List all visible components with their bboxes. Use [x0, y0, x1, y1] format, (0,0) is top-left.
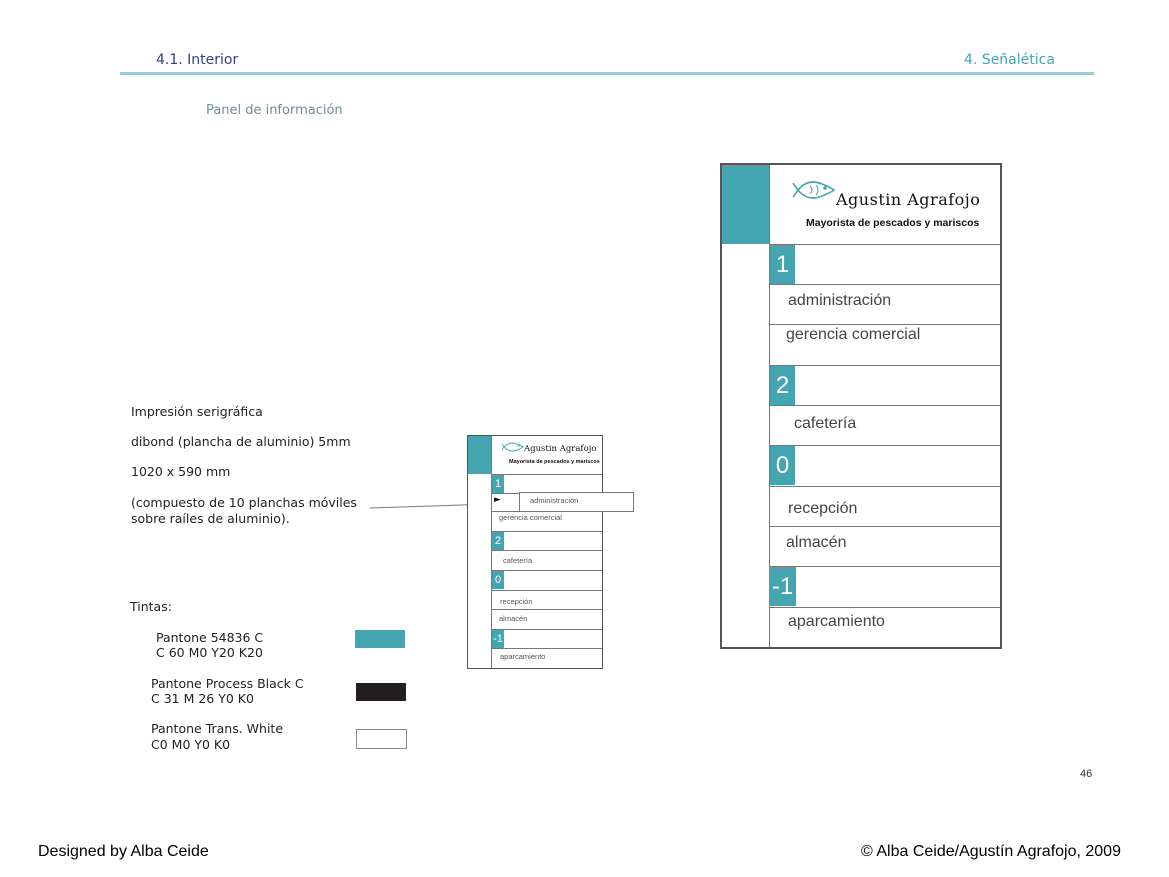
ink-name: Pantone Trans. White [151, 721, 284, 736]
panel-rule [491, 590, 602, 591]
spec-material: dibond (plancha de aluminio) 5mm [131, 434, 351, 449]
panel-rule [769, 405, 1000, 406]
page-subtitle: Panel de información [206, 103, 343, 118]
ink-cmyk: C 60 M0 Y20 K20 [156, 645, 263, 660]
ink-name: Pantone 54836 C [156, 630, 264, 645]
room-label: administración [788, 292, 892, 309]
brand-name-small: Agustin Agrafojo [524, 444, 597, 454]
header-rule [120, 72, 1094, 75]
panel-rule [491, 609, 602, 610]
ink-swatch-white [356, 729, 407, 749]
floor-number: 2 [492, 532, 504, 550]
floor-number: -1 [492, 630, 504, 648]
room-label: aparcamiento [500, 652, 546, 661]
footer-designer: Designed by Alba Ceide [38, 843, 209, 860]
floor-number: 0 [492, 571, 504, 589]
room-label: gerencia comercial [499, 513, 562, 522]
spec-composition-1: (compuesto de 10 planchas móviles [131, 495, 357, 510]
panel-rule [491, 531, 602, 532]
section-title: 4.1. Interior [156, 52, 239, 68]
panel-rule [769, 324, 1000, 325]
panel-rule [769, 284, 1000, 285]
panel-rule [491, 474, 602, 475]
brand-tagline-small: Mayorista de pescados y mariscos [509, 459, 600, 465]
spec-printing: Impresión serigráfica [131, 404, 263, 419]
room-label: almacén [499, 614, 528, 623]
panel-rule [769, 486, 1000, 487]
callout-plate [519, 492, 634, 512]
chapter-title: 4. Señalética [964, 52, 1055, 68]
brand-tagline: Mayorista de pescados y mariscos [806, 217, 980, 229]
arrow-icon: ► [494, 495, 501, 505]
ink-name: Pantone Process Black C [151, 676, 304, 691]
ink-swatch-teal [355, 630, 405, 648]
brand-name: Agustin Agrafojo [836, 190, 981, 209]
panel-rule [769, 445, 1000, 446]
info-panel-large [720, 163, 1002, 649]
panel-rule [769, 526, 1000, 527]
panel-rule [769, 566, 1000, 567]
room-label: gerencia comercial [786, 326, 921, 343]
spec-composition-2: sobre raíles de aluminio). [131, 511, 290, 526]
room-label: cafetería [503, 556, 533, 565]
room-label: almacén [786, 534, 847, 551]
fish-logo-icon [792, 175, 836, 205]
info-panel-small [467, 435, 603, 669]
panel-rule [491, 648, 602, 649]
page-number: 46 [1080, 768, 1093, 780]
panel-rule [491, 570, 602, 571]
panel-rule [769, 607, 1000, 608]
room-label: cafetería [794, 415, 857, 432]
panel-rule [491, 550, 602, 551]
ink-cmyk: C 31 M 26 Y0 K0 [151, 691, 254, 706]
panel-teal-block [722, 165, 769, 244]
room-label: aparcamiento [788, 613, 885, 630]
floor-number: 1 [492, 475, 504, 493]
inks-title: Tintas: [130, 599, 172, 614]
floor-number: 1 [770, 245, 795, 284]
floor-number: 2 [770, 366, 795, 405]
floor-number: 0 [770, 446, 795, 485]
ink-cmyk: C0 M0 Y0 K0 [151, 737, 231, 752]
fish-logo-icon [502, 440, 524, 454]
room-label: recepción [500, 597, 533, 606]
panel-rule [491, 629, 602, 630]
floor-number: -1 [769, 567, 796, 606]
panel-rule [769, 365, 1000, 366]
room-label: administración [530, 496, 579, 505]
panel-rule [769, 244, 1000, 245]
ink-swatch-black [356, 683, 406, 701]
panel-teal-block [468, 436, 491, 474]
room-label: recepción [788, 500, 858, 517]
footer-copyright: © Alba Ceide/Agustín Agrafojo, 2009 [861, 843, 1121, 860]
spec-size: 1020 x 590 mm [131, 464, 231, 479]
